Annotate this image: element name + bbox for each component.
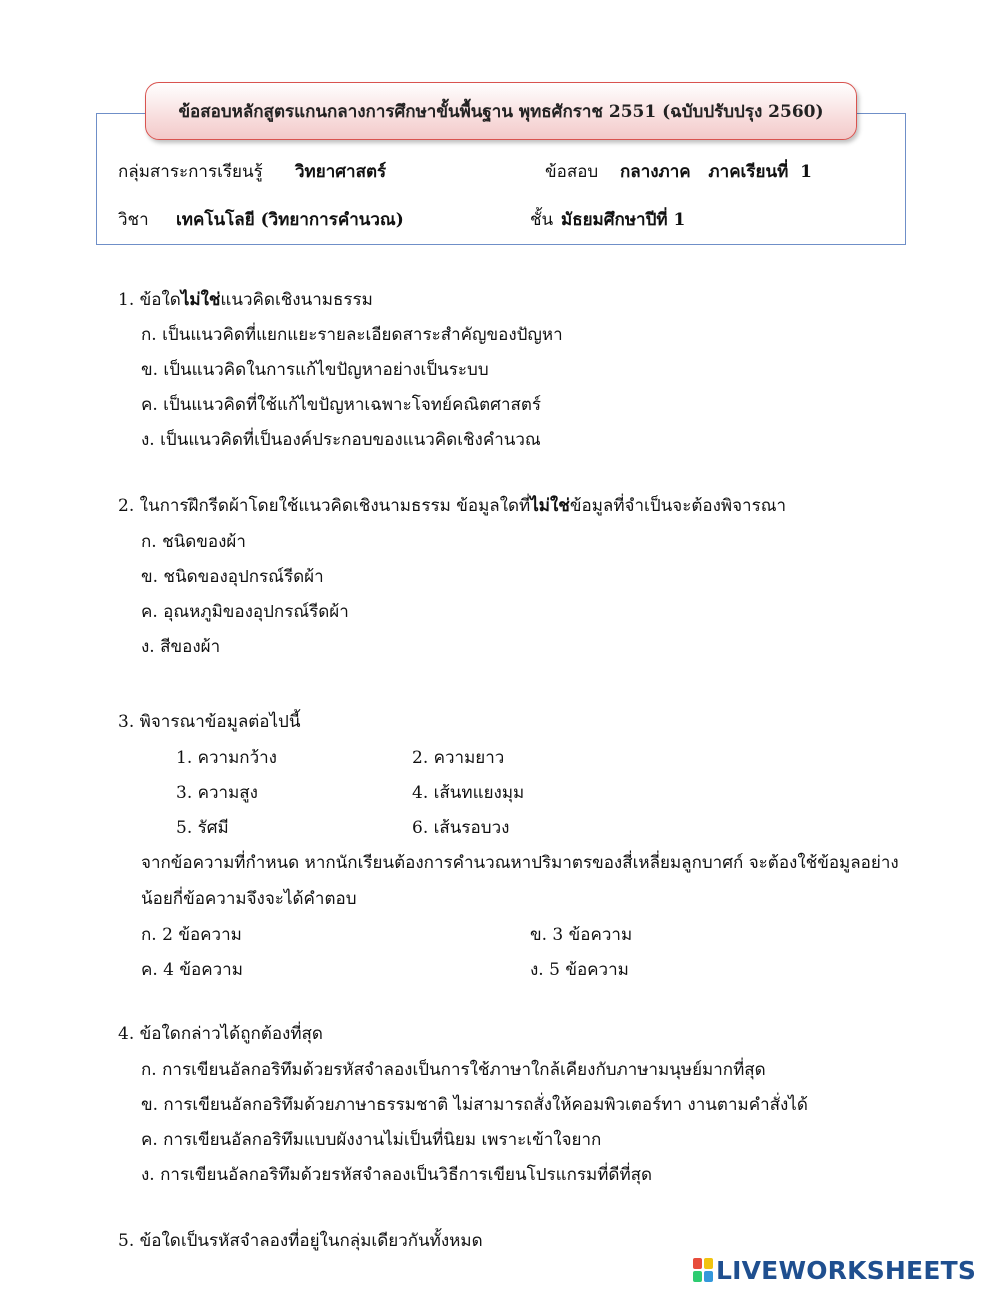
course-value: เทคโนโลยี (วิทยาการคำนวณ) — [176, 210, 404, 230]
question-2-stem: 2. ในการฝึกรีดผ้าโดยใช้แนวคิดเชิงนามธรรม ข้อมูลใดที่ไม่ใช่ข้อมูลที่จำเป็นจะต้องพิจารณา — [118, 496, 787, 516]
question-3-option[interactable]: ก. 2 ข้อความ — [141, 925, 242, 945]
question-3-option[interactable]: ข. 3 ข้อความ — [530, 925, 633, 945]
question-2-option[interactable]: ข. ชนิดของอุปกรณ์รีดผ้า — [141, 567, 324, 587]
emphasis-not: ไม่ใช่ — [530, 496, 570, 516]
logo-text: LIVEWORKSHEETS — [716, 1255, 977, 1285]
question-4-option[interactable]: ข. การเขียนอัลกอริทึมด้วยภาษาธรรมชาติ ไม่สามารถสั่งให้คอมพิวเตอร์ทา งานตามคำสั่งได้ — [141, 1095, 808, 1115]
exam-title-banner — [145, 82, 857, 140]
question-3-item: 5. รัศมี — [176, 818, 229, 838]
question-number: 2. — [118, 496, 135, 516]
exam-label: ข้อสอบ — [545, 162, 599, 182]
question-2-option[interactable]: ค. อุณหภูมิของอุปกรณ์รีดผ้า — [141, 602, 349, 622]
question-4-option[interactable]: ค. การเขียนอัลกอริทึมแบบผังงานไม่เป็นที่นิยม เพราะเข้าใจยาก — [141, 1130, 602, 1150]
question-number: 3. — [118, 712, 135, 732]
question-1-option[interactable]: ข. เป็นแนวคิดในการแก้ไขปัญหาอย่างเป็นระบบ — [141, 360, 489, 380]
question-number: 1. — [118, 290, 135, 310]
liveworksheets-logo — [692, 1254, 976, 1286]
question-3-item: 3. ความสูง — [176, 783, 258, 803]
question-1-option[interactable]: ก. เป็นแนวคิดที่แยกแยะรายละเอียดสาระสำคัญของปัญหา — [141, 325, 563, 345]
emphasis-not: ไม่ใช่ — [180, 290, 221, 310]
question-3-paragraph-line-2: น้อยกี่ข้อความจึงจะได้คำตอบ — [141, 889, 357, 909]
question-3-option[interactable]: ง. 5 ข้อความ — [530, 960, 629, 980]
question-1-stem: 1. ข้อใดไม่ใช่แนวคิดเชิงนามธรรม — [118, 290, 373, 310]
question-2-option[interactable]: ง. สีของผ้า — [141, 637, 221, 657]
question-4-option[interactable]: ง. การเขียนอัลกอริทึมด้วยรหัสจำลองเป็นวิธีการเขียนโปรแกรมที่ดีที่สุด — [141, 1165, 653, 1185]
course-label: วิชา — [118, 210, 149, 230]
grade-value: มัธยมศึกษาปีที่ 1 — [561, 210, 686, 230]
question-3-item: 4. เส้นทแยงมุม — [412, 783, 525, 803]
question-3-option[interactable]: ค. 4 ข้อความ — [141, 960, 243, 980]
question-2-option[interactable]: ก. ชนิดของผ้า — [141, 532, 246, 552]
logo-mark-icon — [692, 1257, 714, 1283]
question-3-stem: 3. พิจารณาข้อมูลต่อไปนี้ — [118, 712, 301, 732]
question-1-option[interactable]: ค. เป็นแนวคิดที่ใช้แก้ไขปัญหาเฉพาะโจทย์คณิตศาสตร์ — [141, 395, 542, 415]
exam-title: ข้อสอบหลักสูตรแกนกลางการศึกษาขั้นพื้นฐาน พุทธศักราช 2551 (ฉบับปรับปรุง 2560) — [178, 101, 824, 122]
question-3-paragraph-line-1: จากข้อความที่กำหนด หากนักเรียนต้องการคำนวณหาปริมาตรของสี่เหลี่ยมลูกบาศก์ จะต้องใช้ข้อมูลอย่าง — [141, 853, 899, 873]
question-3-item: 1. ความกว้าง — [176, 748, 277, 768]
question-4-stem: 4. ข้อใดกล่าวได้ถูกต้องที่สุด — [118, 1024, 323, 1044]
question-1-option[interactable]: ง. เป็นแนวคิดที่เป็นองค์ประกอบของแนวคิดเชิงคำนวณ — [141, 430, 541, 450]
grade-label: ชั้น — [530, 210, 554, 230]
question-3-item: 2. ความยาว — [412, 748, 505, 768]
subject-group-label: กลุ่มสาระการเรียนรู้ — [118, 162, 263, 182]
question-number: 4. — [118, 1024, 135, 1044]
question-5-stem: 5. ข้อใดเป็นรหัสจำลองที่อยู่ในกลุ่มเดียวกันทั้งหมด — [118, 1231, 483, 1251]
question-number: 5. — [118, 1231, 135, 1251]
question-3-item: 6. เส้นรอบวง — [412, 818, 510, 838]
question-4-option[interactable]: ก. การเขียนอัลกอริทึมด้วยรหัสจำลองเป็นการใช้ภาษาใกล้เคียงกับภาษามนุษย์มากที่สุด — [141, 1060, 766, 1080]
subject-group-value: วิทยาศาสตร์ — [295, 162, 387, 182]
exam-value: กลางภาค ภาคเรียนที่ 1 — [620, 162, 812, 182]
